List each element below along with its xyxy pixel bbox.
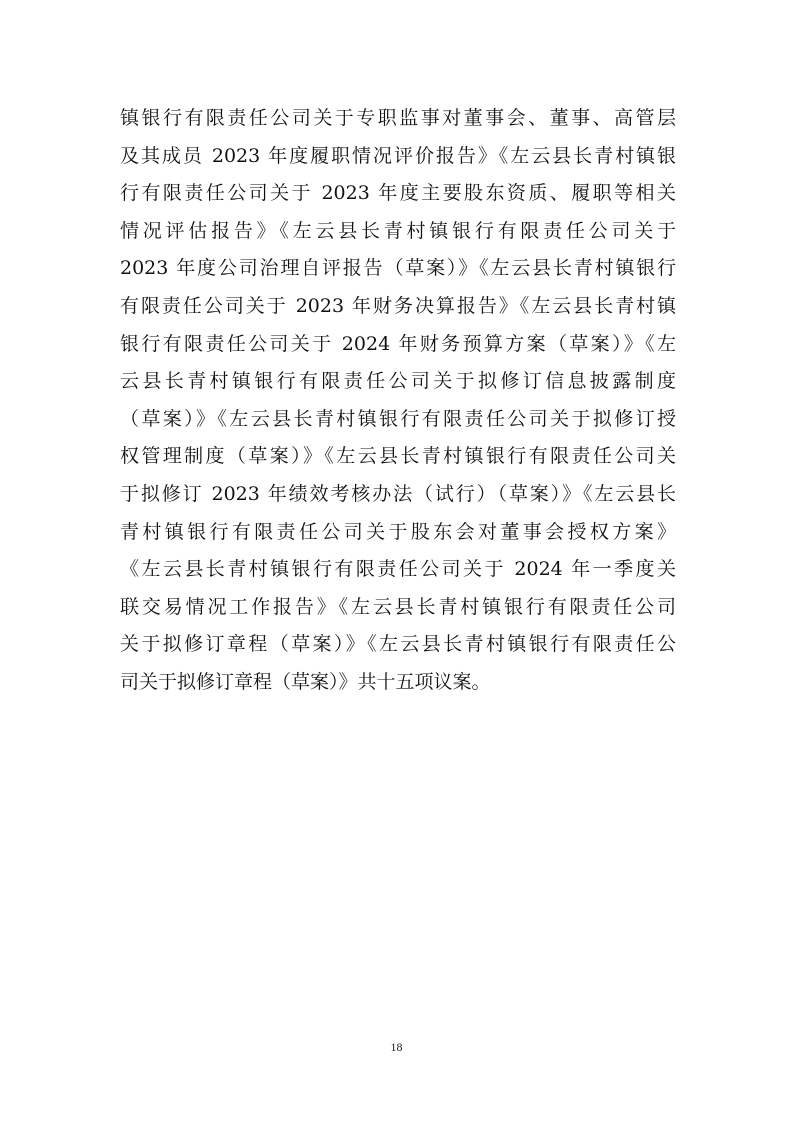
paragraph-line: 关于拟修订章程（草案）》《左云县长青村镇银行有限责任公 <box>120 633 676 656</box>
paragraph-line: 有限责任公司关于 2023 年财务决算报告》《左云县长青村镇 <box>120 294 676 317</box>
paragraph-line: 于拟修订 2023 年绩效考核办法（试行）（草案）》《左云县长 <box>120 482 676 505</box>
paragraph-line: 镇银行有限责任公司关于专职监事对董事会、董事、高管层 <box>120 107 676 129</box>
body-paragraph <box>120 100 676 702</box>
paragraph-line: 权管理制度（草案）》《左云县长青村镇银行有限责任公司关 <box>120 445 676 468</box>
paragraph-line: （草案）》《左云县长青村镇银行有限责任公司关于拟修订授 <box>120 407 676 430</box>
page-number: 18 <box>390 1040 403 1054</box>
paragraph-line: 联交易情况工作报告》《左云县长青村镇银行有限责任公司 <box>120 595 676 618</box>
paragraph-line: 司关于拟修订章程（草案）》共十五项议案。 <box>120 670 491 693</box>
paragraph-line: 云县长青村镇银行有限责任公司关于拟修订信息披露制度 <box>120 370 676 393</box>
paragraph-line: 情况评估报告》《左云县长青村镇银行有限责任公司关于 <box>120 219 676 242</box>
paragraph-line: 《左云县长青村镇银行有限责任公司关于 2024 年一季度关 <box>120 558 676 581</box>
paragraph-line: 及其成员 2023 年度履职情况评价报告》《左云县长青村镇银 <box>120 144 676 167</box>
paragraph-line: 青村镇银行有限责任公司关于股东会对董事会授权方案》 <box>120 520 676 543</box>
paragraph-line: 行有限责任公司关于 2023 年度主要股东资质、履职等相关 <box>120 182 676 205</box>
paragraph-line: 2023 年度公司治理自评报告（草案）》《左云县长青村镇银行 <box>120 257 676 280</box>
paragraph-line: 银行有限责任公司关于 2024 年财务预算方案（草案）》《左 <box>120 332 676 355</box>
